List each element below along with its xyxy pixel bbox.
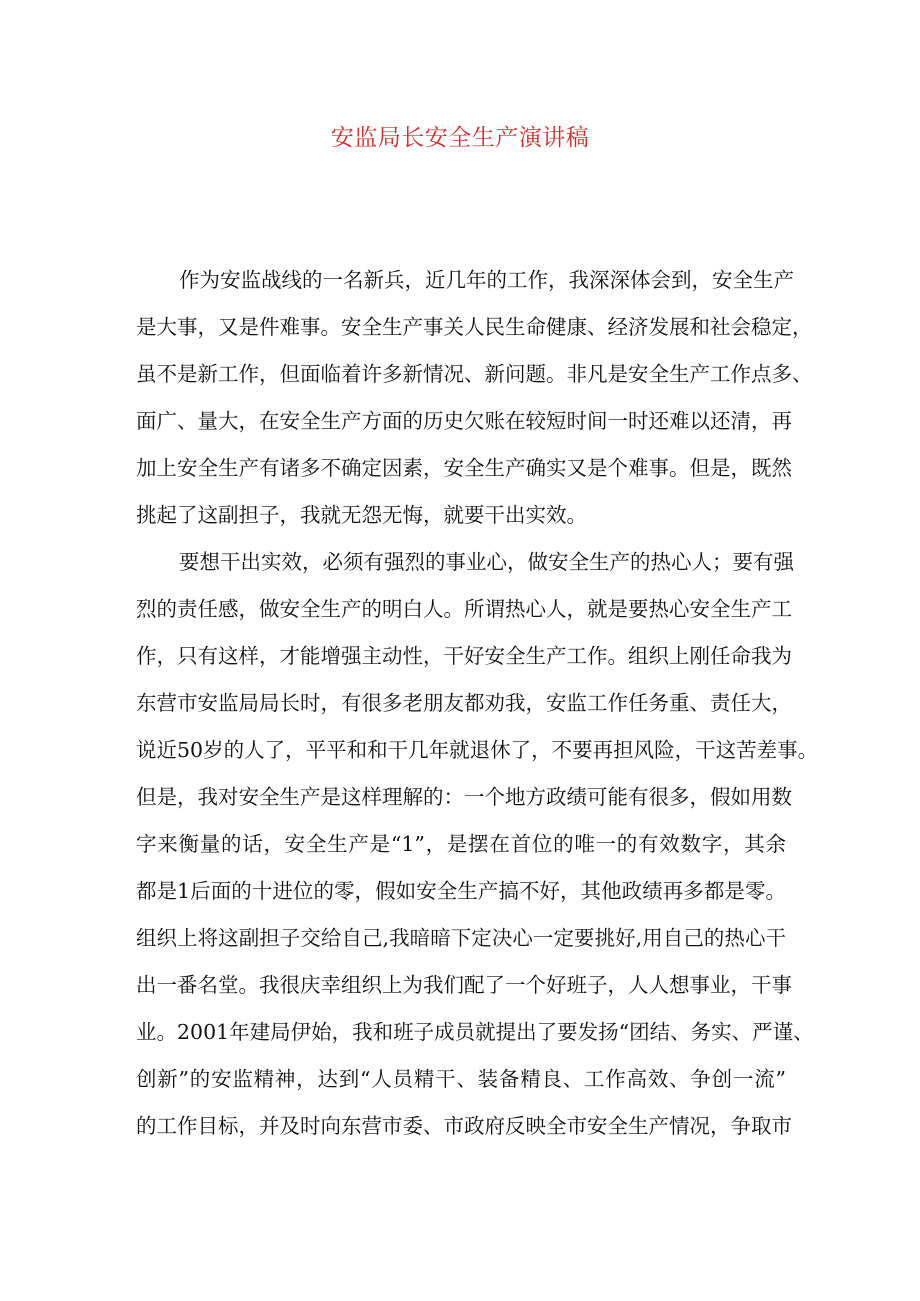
text-line: 要想干出实效，必须有强烈的事业心，做安全生产的热心人；要有强 — [179, 550, 794, 574]
text-line: 作，只有这样，才能增强主动性，干好安全生产工作。组织上刚任命我为 — [136, 644, 792, 668]
text-line: 是大事，又是件难事。安全生产事关人民生命健康、经济发展和社会稳定， — [136, 315, 813, 339]
text-line: 虽不是新工作，但面临着许多新情况、新问题。非凡是安全生产工作点多、 — [136, 362, 813, 386]
text-line: 东营市安监局局长时，有很多老朋友都劝我，安监工作任务重、责任大， — [136, 691, 792, 715]
text-line: 创新”的安监精神，达到“人员精干、装备精良、工作高效、争创一流” — [136, 1067, 786, 1091]
text-line: 组织上将这副担子交给自己,我暗暗下定决心一定要挑好,用自己的热心干 — [136, 926, 786, 950]
document-title: 安监局长安全生产演讲稿 — [330, 125, 590, 151]
text-line: 但是，我对安全生产是这样理解的：一个地方政绩可能有很多，假如用数 — [136, 785, 792, 809]
text-line: 字来衡量的话，安全生产是“1”，是摆在首位的唯一的有效数字，其余 — [136, 832, 786, 856]
text-line: 烈的责任感，做安全生产的明白人。所谓热心人，就是要热心安全生产工 — [136, 597, 792, 621]
text-line: 都是1后面的十进位的零，假如安全生产搞不好，其他政绩再多都是零。 — [136, 879, 786, 903]
text-line: 出一番名堂。我很庆幸组织上为我们配了一个好班子，人人想事业，干事 — [136, 973, 792, 997]
text-line: 面广、量大，在安全生产方面的历史欠账在较短时间一时还难以还清，再 — [136, 409, 792, 433]
text-line: 说近50岁的人了，平平和和干几年就退休了，不要再担风险，干这苦差事。 — [136, 738, 819, 762]
paragraph-2 — [136, 539, 819, 1150]
document-body — [136, 257, 819, 1150]
text-line: 挑起了这副担子，我就无怨无悔，就要干出实效。 — [136, 503, 587, 527]
text-line: 作为安监战线的一名新兵，近几年的工作，我深深体会到，安全生产 — [179, 268, 794, 292]
text-line: 加上安全生产有诸多不确定因素，安全生产确实又是个难事。但是，既然 — [136, 456, 792, 480]
paragraph-1 — [136, 257, 813, 539]
text-line: 业。2001年建局伊始，我和班子成员就提出了要发扬“团结、务实、严谨、 — [136, 1020, 814, 1044]
text-line: 的工作目标，并及时向东营市委、市政府反映全市安全生产情况，争取市 — [136, 1114, 792, 1138]
